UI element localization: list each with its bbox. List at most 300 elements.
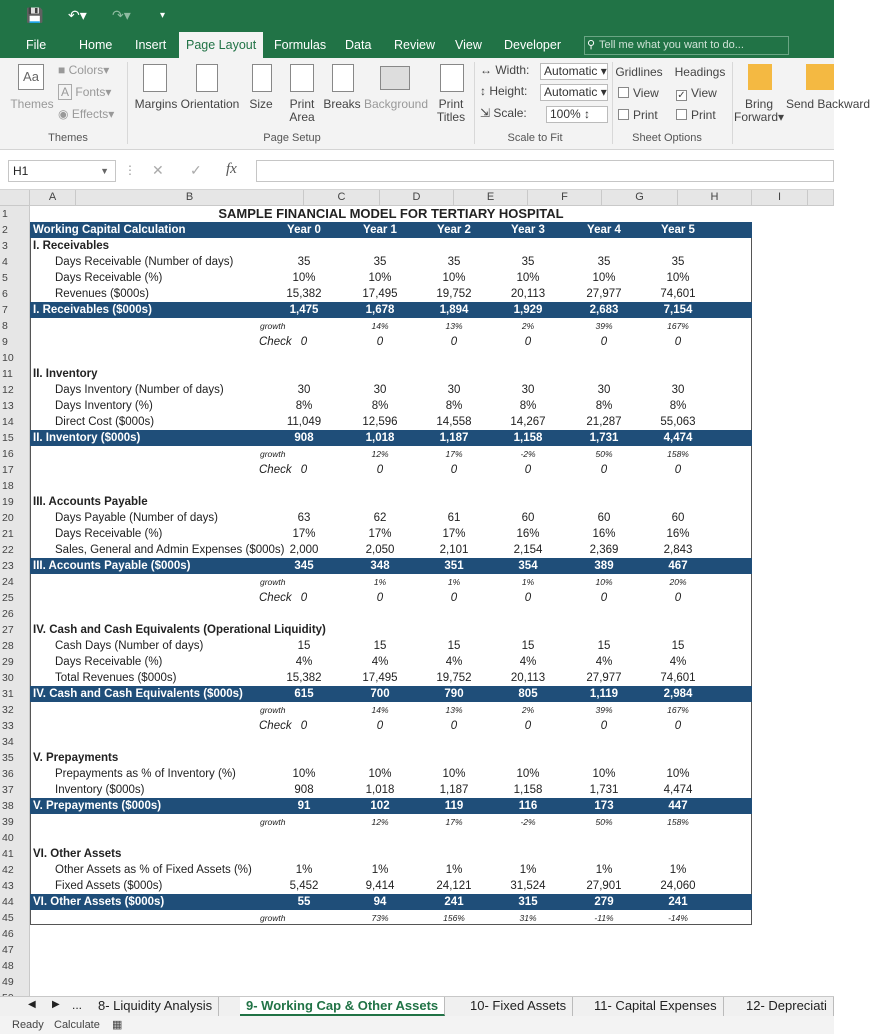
table-cell[interactable]: 4% — [295, 656, 313, 668]
headings-print-checkbox[interactable]: Print — [676, 109, 716, 122]
table-cell[interactable]: 4% — [595, 656, 613, 668]
row-header[interactable]: 30 — [0, 670, 30, 686]
table-cell[interactable]: 21,287 — [586, 416, 622, 428]
themes-button[interactable]: Themes — [10, 97, 54, 111]
table-cell[interactable]: -14% — [668, 913, 688, 923]
table-row[interactable] — [30, 542, 752, 558]
row-header[interactable]: 14 — [0, 414, 30, 430]
table-cell[interactable]: 8% — [371, 400, 389, 412]
table-cell[interactable]: 10% — [516, 768, 540, 780]
row-header[interactable]: 29 — [0, 654, 30, 670]
table-row[interactable] — [30, 814, 752, 830]
table-cell[interactable]: 13% — [445, 705, 463, 715]
table-cell[interactable]: 0 — [300, 464, 308, 476]
table-cell[interactable]: 10% — [368, 768, 392, 780]
table-cell[interactable]: 17,495 — [362, 288, 398, 300]
sheet-title-row[interactable] — [30, 206, 752, 222]
status-calculate[interactable]: Calculate — [54, 1019, 100, 1031]
table-cell[interactable]: Year 0 — [287, 224, 321, 236]
column-header-c[interactable]: C — [304, 190, 380, 206]
table-row[interactable] — [30, 702, 752, 718]
row-header[interactable]: 26 — [0, 606, 30, 622]
table-cell[interactable]: 0 — [674, 464, 682, 476]
table-row[interactable] — [30, 830, 752, 846]
table-row[interactable] — [30, 430, 752, 446]
table-cell[interactable]: 74,601 — [660, 288, 696, 300]
table-cell[interactable]: 14% — [371, 705, 389, 715]
table-row[interactable] — [30, 734, 752, 750]
table-cell[interactable]: 0 — [524, 336, 532, 348]
table-cell[interactable]: 348 — [370, 560, 390, 572]
table-cell[interactable] — [269, 446, 339, 462]
table-cell[interactable]: 31,524 — [510, 880, 546, 892]
table-row[interactable] — [30, 558, 752, 574]
table-cell[interactable]: 1,119 — [589, 688, 619, 700]
table-cell[interactable]: 10% — [292, 272, 316, 284]
table-cell[interactable]: 2,050 — [365, 544, 395, 556]
table-cell[interactable]: 39% — [595, 705, 613, 715]
tab-home[interactable]: Home — [79, 38, 113, 52]
table-row[interactable] — [30, 334, 752, 350]
name-box[interactable]: H1 ▼ — [8, 160, 116, 182]
tab-page-layout[interactable]: Page Layout — [179, 32, 263, 58]
table-row[interactable] — [30, 302, 752, 318]
table-row[interactable] — [30, 222, 752, 238]
table-cell[interactable] — [269, 702, 339, 718]
table-row[interactable] — [30, 414, 752, 430]
row-header[interactable]: 12 — [0, 382, 30, 398]
table-cell[interactable]: 2,154 — [513, 544, 543, 556]
table-cell[interactable]: 15 — [671, 640, 685, 652]
table-cell[interactable]: 0 — [450, 720, 458, 732]
table-cell[interactable]: 60 — [521, 512, 535, 524]
effects-button[interactable]: ◉ Effects▾ — [58, 107, 115, 121]
row-header[interactable]: 4 — [0, 254, 30, 270]
row-header[interactable]: 1 — [0, 206, 30, 222]
table-cell[interactable]: 1,929 — [513, 304, 543, 316]
table-cell[interactable]: 790 — [444, 688, 464, 700]
table-row[interactable] — [30, 318, 752, 334]
column-header-d[interactable]: D — [380, 190, 454, 206]
table-cell[interactable]: 8% — [519, 400, 537, 412]
table-cell[interactable]: 1% — [447, 577, 461, 587]
table-cell[interactable]: 1% — [295, 864, 313, 876]
row-header[interactable]: 27 — [0, 622, 30, 638]
table-cell[interactable]: 116 — [518, 800, 538, 812]
row-header[interactable]: 32 — [0, 702, 30, 718]
table-row[interactable] — [30, 238, 752, 254]
table-cell[interactable]: 15 — [373, 640, 387, 652]
table-row[interactable] — [30, 878, 752, 894]
table-cell[interactable]: 15 — [597, 640, 611, 652]
table-cell[interactable]: 50% — [595, 449, 613, 459]
table-cell[interactable]: 35 — [297, 256, 311, 268]
table-cell[interactable]: 17% — [292, 528, 316, 540]
table-cell[interactable]: 30 — [597, 384, 611, 396]
table-cell[interactable]: 8% — [595, 400, 613, 412]
table-row[interactable] — [30, 862, 752, 878]
table-cell[interactable]: 1% — [371, 864, 389, 876]
table-cell[interactable]: 2,683 — [589, 304, 619, 316]
select-all-corner[interactable] — [0, 190, 30, 206]
gridlines-print-checkbox[interactable]: Print — [618, 109, 658, 122]
tab-scroll-left-icon[interactable]: ◀ — [28, 999, 36, 1010]
table-cell[interactable]: 12% — [371, 817, 389, 827]
table-row[interactable] — [30, 270, 752, 286]
row-header[interactable]: 47 — [0, 942, 30, 958]
colors-button[interactable]: ■ Colors▾ — [58, 63, 110, 77]
table-cell[interactable]: 14% — [371, 321, 389, 331]
row-header[interactable]: 31 — [0, 686, 30, 702]
table-cell[interactable]: 0 — [600, 720, 608, 732]
table-cell[interactable]: 10% — [368, 272, 392, 284]
background-button[interactable]: Background — [363, 97, 429, 111]
row-header[interactable]: 8 — [0, 318, 30, 334]
table-cell[interactable]: 24,121 — [436, 880, 472, 892]
send-backward-button[interactable]: Send Backward — [786, 97, 870, 111]
column-header-g[interactable]: G — [602, 190, 678, 206]
table-cell[interactable]: 17% — [445, 449, 463, 459]
table-cell[interactable]: 10% — [666, 272, 690, 284]
table-cell[interactable]: 805 — [518, 688, 538, 700]
row-header[interactable]: 13 — [0, 398, 30, 414]
tab-developer[interactable]: Developer — [504, 38, 561, 52]
table-cell[interactable]: 20,113 — [510, 672, 546, 684]
bring-forward-button[interactable]: Bring Forward▾ — [734, 97, 785, 124]
row-header[interactable]: 35 — [0, 750, 30, 766]
table-cell[interactable]: Year 1 — [363, 224, 397, 236]
table-cell[interactable]: 4,474 — [663, 432, 693, 444]
table-cell[interactable]: -2% — [520, 449, 536, 459]
table-cell[interactable]: 5,452 — [289, 880, 319, 892]
table-row[interactable] — [30, 446, 752, 462]
table-cell[interactable]: 908 — [294, 784, 314, 796]
table-row[interactable] — [30, 654, 752, 670]
table-cell[interactable]: 16% — [666, 528, 690, 540]
table-cell[interactable]: 55 — [297, 896, 311, 908]
table-row[interactable] — [30, 510, 752, 526]
table-cell[interactable]: 15,382 — [286, 288, 322, 300]
table-cell[interactable]: 16% — [592, 528, 616, 540]
table-row[interactable] — [30, 958, 752, 974]
table-cell[interactable]: 0 — [376, 464, 384, 476]
table-cell[interactable]: 0 — [300, 720, 308, 732]
table-cell[interactable]: 279 — [594, 896, 614, 908]
row-header[interactable]: 43 — [0, 878, 30, 894]
table-cell[interactable]: 0 — [600, 464, 608, 476]
table-row[interactable] — [30, 846, 752, 862]
table-cell[interactable]: 15 — [521, 640, 535, 652]
row-header[interactable]: 22 — [0, 542, 30, 558]
table-cell[interactable]: 0 — [300, 592, 308, 604]
row-header[interactable]: 49 — [0, 974, 30, 990]
sheet-tab-capital-expenses[interactable]: 11- Capital Expenses — [588, 997, 724, 1016]
table-cell[interactable]: -11% — [594, 913, 614, 923]
sheet-tab-working-cap[interactable]: 9- Working Cap & Other Assets — [240, 997, 445, 1016]
table-row[interactable] — [30, 366, 752, 382]
table-cell[interactable]: 10% — [592, 272, 616, 284]
chevron-down-icon[interactable]: ▼ — [100, 166, 109, 176]
table-cell[interactable]: 0 — [524, 720, 532, 732]
save-icon[interactable]: 💾 — [26, 7, 44, 23]
row-header[interactable]: 24 — [0, 574, 30, 590]
table-cell[interactable]: 241 — [668, 896, 688, 908]
table-cell[interactable]: 1,158 — [513, 432, 543, 444]
row-header[interactable]: 2 — [0, 222, 30, 238]
tab-data[interactable]: Data — [345, 38, 372, 52]
row-header[interactable]: 6 — [0, 286, 30, 302]
table-cell[interactable]: 1% — [519, 864, 537, 876]
table-cell[interactable]: 73% — [371, 913, 389, 923]
table-row[interactable] — [30, 926, 752, 942]
table-cell[interactable]: 2% — [521, 705, 535, 715]
row-header[interactable]: 17 — [0, 462, 30, 478]
table-cell[interactable]: Year 5 — [661, 224, 695, 236]
table-cell[interactable]: 15 — [447, 640, 461, 652]
gridlines-view-checkbox[interactable]: View — [618, 87, 659, 100]
table-cell[interactable]: 30 — [671, 384, 685, 396]
table-cell[interactable]: 0 — [600, 336, 608, 348]
table-cell[interactable] — [269, 910, 339, 926]
table-cell[interactable]: 389 — [594, 560, 614, 572]
row-header[interactable]: 10 — [0, 350, 30, 366]
table-cell[interactable] — [269, 814, 339, 830]
insert-function-icon[interactable]: fx — [226, 161, 237, 177]
size-button[interactable]: Size — [249, 97, 273, 111]
table-cell[interactable]: 0 — [376, 336, 384, 348]
tell-me-box[interactable] — [584, 36, 789, 55]
table-cell[interactable]: 1% — [373, 577, 387, 587]
table-cell[interactable]: 16% — [516, 528, 540, 540]
table-row[interactable] — [30, 478, 752, 494]
table-cell[interactable]: 0 — [524, 464, 532, 476]
table-row[interactable] — [30, 606, 752, 622]
table-cell[interactable]: 27,901 — [586, 880, 622, 892]
table-cell[interactable]: 12,596 — [362, 416, 398, 428]
row-header[interactable]: 33 — [0, 718, 30, 734]
table-cell[interactable]: 61 — [447, 512, 461, 524]
table-row[interactable] — [30, 622, 752, 638]
table-cell[interactable]: 10% — [595, 577, 613, 587]
width-select[interactable]: Automatic ▾ — [540, 63, 608, 80]
table-cell[interactable]: 0 — [450, 336, 458, 348]
table-cell[interactable]: 1,018 — [365, 784, 395, 796]
table-cell[interactable]: 30 — [521, 384, 535, 396]
row-header[interactable]: 41 — [0, 846, 30, 862]
table-cell[interactable]: 94 — [373, 896, 387, 908]
table-cell[interactable]: 0 — [674, 720, 682, 732]
headings-view-checkbox[interactable]: ✓ View — [677, 86, 717, 101]
table-cell[interactable]: 351 — [444, 560, 464, 572]
table-cell[interactable]: 35 — [373, 256, 387, 268]
table-cell[interactable]: 2,000 — [289, 544, 319, 556]
table-cell[interactable]: 24,060 — [660, 880, 696, 892]
table-cell[interactable]: 1,018 — [365, 432, 395, 444]
table-cell[interactable]: 7,154 — [663, 304, 693, 316]
table-cell[interactable]: 167% — [667, 321, 689, 331]
table-cell[interactable]: 74,601 — [660, 672, 696, 684]
column-header-b[interactable]: B — [76, 190, 304, 206]
table-row[interactable] — [30, 782, 752, 798]
table-row[interactable] — [30, 670, 752, 686]
table-cell[interactable]: 10% — [442, 272, 466, 284]
row-header[interactable]: 48 — [0, 958, 30, 974]
margins-button[interactable]: Margins — [134, 97, 178, 111]
breaks-button[interactable]: Breaks — [323, 97, 361, 111]
table-cell[interactable]: 0 — [524, 592, 532, 604]
table-cell[interactable]: 15 — [297, 640, 311, 652]
table-cell[interactable]: 20% — [669, 577, 687, 587]
table-cell[interactable]: 4% — [371, 656, 389, 668]
row-header[interactable]: 7 — [0, 302, 30, 318]
table-cell[interactable]: 0 — [376, 592, 384, 604]
table-cell[interactable]: 0 — [376, 720, 384, 732]
table-cell[interactable]: 0 — [450, 464, 458, 476]
table-cell[interactable]: 10% — [516, 272, 540, 284]
table-cell[interactable]: 2% — [521, 321, 535, 331]
row-header[interactable]: 44 — [0, 894, 30, 910]
customize-qa-icon[interactable]: ▾ — [160, 10, 166, 21]
table-cell[interactable]: 17% — [442, 528, 466, 540]
row-header[interactable]: 46 — [0, 926, 30, 942]
table-cell[interactable]: 354 — [518, 560, 538, 572]
table-cell[interactable] — [269, 574, 339, 590]
table-cell[interactable]: 31% — [519, 913, 537, 923]
table-row[interactable] — [30, 798, 752, 814]
row-header[interactable]: 34 — [0, 734, 30, 750]
row-header[interactable]: 36 — [0, 766, 30, 782]
table-row[interactable] — [30, 638, 752, 654]
table-cell[interactable]: 1,187 — [439, 432, 469, 444]
table-cell[interactable]: 4,474 — [663, 784, 693, 796]
formula-input[interactable] — [256, 160, 834, 182]
print-area-button[interactable]: Print Area — [289, 97, 315, 124]
row-header[interactable]: 42 — [0, 862, 30, 878]
table-row[interactable] — [30, 894, 752, 910]
table-row[interactable] — [30, 382, 752, 398]
table-cell[interactable]: 15,382 — [286, 672, 322, 684]
table-cell[interactable]: 35 — [597, 256, 611, 268]
table-row[interactable] — [30, 350, 752, 366]
table-cell[interactable]: 35 — [447, 256, 461, 268]
table-cell[interactable]: 119 — [444, 800, 464, 812]
row-header[interactable]: 38 — [0, 798, 30, 814]
table-row[interactable] — [30, 254, 752, 270]
table-cell[interactable]: 0 — [450, 592, 458, 604]
table-cell[interactable]: 8% — [295, 400, 313, 412]
table-row[interactable] — [30, 942, 752, 958]
table-cell[interactable]: 467 — [668, 560, 688, 572]
table-cell[interactable]: 1,678 — [365, 304, 395, 316]
table-cell[interactable]: 10% — [666, 768, 690, 780]
more-sheets-button[interactable]: ... — [72, 998, 83, 1012]
table-cell[interactable]: 241 — [444, 896, 464, 908]
table-cell[interactable]: 102 — [370, 800, 390, 812]
table-cell[interactable]: 30 — [447, 384, 461, 396]
row-header[interactable]: 23 — [0, 558, 30, 574]
column-header-f[interactable]: F — [528, 190, 602, 206]
scale-stepper[interactable]: 100% ↕ — [546, 106, 608, 123]
table-cell[interactable]: 17,495 — [362, 672, 398, 684]
row-header[interactable]: 37 — [0, 782, 30, 798]
cancel-icon[interactable]: ✕ — [152, 162, 164, 178]
table-cell[interactable]: 156% — [443, 913, 465, 923]
table-row[interactable] — [30, 750, 752, 766]
table-cell[interactable]: 8% — [445, 400, 463, 412]
table-cell[interactable]: Year 4 — [587, 224, 621, 236]
table-cell[interactable]: 0 — [674, 592, 682, 604]
table-cell[interactable]: 447 — [668, 800, 688, 812]
fonts-button[interactable]: A Fonts▾ — [58, 86, 118, 99]
column-header-e[interactable]: E — [454, 190, 528, 206]
table-cell[interactable]: 2,984 — [663, 688, 693, 700]
table-cell[interactable]: 908 — [294, 432, 314, 444]
table-cell[interactable]: 11,049 — [286, 416, 322, 428]
row-header[interactable]: 45 — [0, 910, 30, 926]
row-header[interactable]: 16 — [0, 446, 30, 462]
row-header[interactable]: 28 — [0, 638, 30, 654]
row-header[interactable]: 11 — [0, 366, 30, 382]
table-cell[interactable]: 30 — [297, 384, 311, 396]
table-cell[interactable]: 60 — [671, 512, 685, 524]
row-header[interactable]: 9 — [0, 334, 30, 350]
table-row[interactable] — [30, 526, 752, 542]
sheet-tab-liquidity-analysis[interactable]: 8- Liquidity Analysis — [92, 997, 219, 1016]
table-cell[interactable]: 2,101 — [439, 544, 469, 556]
table-cell[interactable]: 1% — [669, 864, 687, 876]
orientation-button[interactable]: Orientation — [180, 97, 240, 111]
table-cell[interactable]: 615 — [294, 688, 314, 700]
table-cell[interactable]: 4% — [669, 656, 687, 668]
enter-icon[interactable]: ✓ — [190, 162, 202, 178]
tab-scroll-right-icon[interactable]: ▶ — [52, 999, 60, 1010]
table-cell[interactable]: 9,414 — [365, 880, 395, 892]
table-cell[interactable]: 35 — [521, 256, 535, 268]
table-cell[interactable]: Year 3 — [511, 224, 545, 236]
height-select[interactable]: Automatic ▾ — [540, 84, 608, 101]
table-cell[interactable]: 19,752 — [436, 672, 472, 684]
print-titles-button[interactable]: Print Titles — [436, 97, 466, 124]
table-cell[interactable]: 19,752 — [436, 288, 472, 300]
tab-formulas[interactable]: Formulas — [274, 38, 327, 52]
table-row[interactable] — [30, 398, 752, 414]
table-row[interactable] — [30, 910, 752, 926]
table-row[interactable] — [30, 718, 752, 734]
table-cell[interactable]: 60 — [597, 512, 611, 524]
table-row[interactable] — [30, 974, 752, 990]
table-cell[interactable]: 0 — [300, 336, 308, 348]
sheet-tab-fixed-assets[interactable]: 10- Fixed Assets — [464, 997, 573, 1016]
table-row[interactable] — [30, 686, 752, 702]
table-cell[interactable]: 62 — [373, 512, 387, 524]
row-header[interactable]: 19 — [0, 494, 30, 510]
table-cell[interactable]: 315 — [518, 896, 538, 908]
table-cell[interactable]: 158% — [667, 449, 689, 459]
table-cell[interactable]: 20,113 — [510, 288, 546, 300]
row-header[interactable]: 18 — [0, 478, 30, 494]
table-cell[interactable]: 10% — [592, 768, 616, 780]
table-row[interactable] — [30, 574, 752, 590]
tab-file[interactable]: File — [26, 38, 47, 52]
table-cell[interactable]: 700 — [370, 688, 390, 700]
table-row[interactable] — [30, 286, 752, 302]
table-cell[interactable]: 1,475 — [289, 304, 319, 316]
table-row[interactable] — [30, 494, 752, 510]
redo-icon[interactable]: ↷▾ — [112, 7, 131, 23]
table-cell[interactable]: 63 — [297, 512, 311, 524]
table-cell[interactable]: 1,187 — [439, 784, 469, 796]
table-cell[interactable]: 158% — [667, 817, 689, 827]
